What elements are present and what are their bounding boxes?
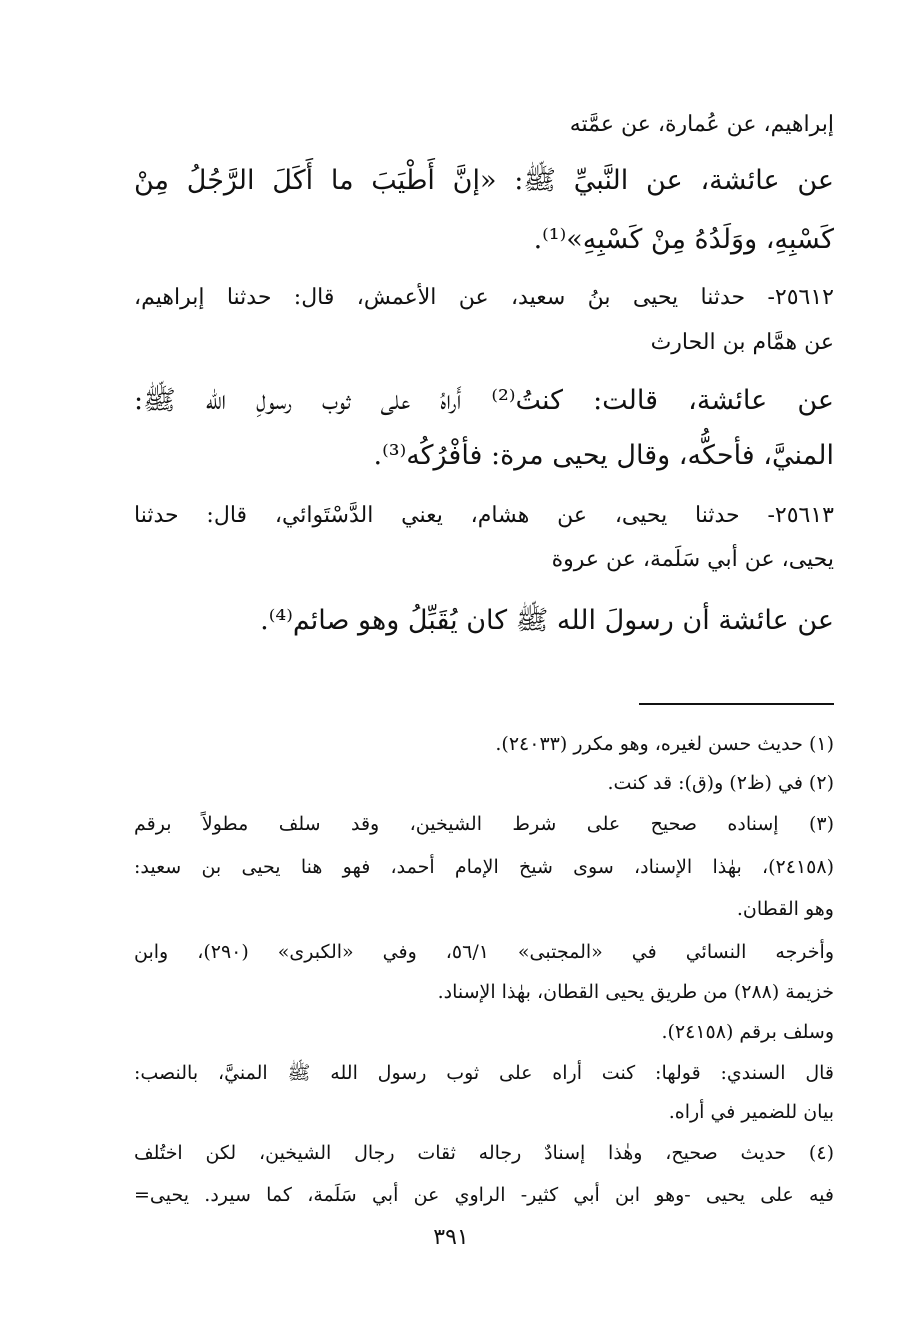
footnote-line: (٢٤١٥٨)، بهٰذا الإسناد، سوى شيخ الإمام أحمد، فهو هنا يحيى بن سعيد: [134, 856, 834, 878]
footnote-line: وأخرجه النسائي في «المجتبى» ٥٦/١، وفي «الكبرى» (٢٩٠)، وابن [134, 941, 834, 963]
text-line: يحيى، عن أبي سَلَمة، عن عروة [551, 547, 834, 572]
page-number: ٣٩١ [433, 1225, 469, 1250]
footnote-line: خزيمة (٢٨٨) من طريق يحيى القطان، بهٰذا الإسناد. [437, 981, 834, 1003]
hadith-number-line: ٢٥٦١٣- حدثنا يحيى، عن هشام، يعني الدَّسْتَوائي، قال: حدثنا [134, 503, 834, 528]
footnote-line: فيه على يحيى -وهو ابن أبي كثير- الراوي عن أبي سَلَمة، كما سيرد. يحيى= [134, 1184, 834, 1206]
text-line: إبراهيم، عن عُمارة، عن عمَّته [569, 112, 834, 137]
footnote-line: (١) حديث حسن لغيره، وهو مكرر (٢٤٠٣٣). [495, 733, 834, 755]
footnote-line: (٣) إسناده صحيح على شرط الشيخين، وقد سلف مطولاً برقم [134, 813, 834, 835]
text-line: المنيَّ، فأحكُّه، وقال يحيى مرة: فأفْرُكُه⁽³⁾. [373, 440, 834, 471]
footnote-line: وهو القطان. [736, 898, 834, 920]
text-line: كَسْبِهِ، ووَلَدُهُ مِنْ كَسْبِهِ»⁽¹⁾. [533, 224, 834, 255]
hadith-number-line: ٢٥٦١٢- حدثنا يحيى بنُ سعيد، عن الأعمش، قال: حدثنا إبراهيم، [134, 285, 834, 310]
text-line: عن عائشة أن رسولَ الله ﷺ كان يُقَبِّلُ وهو صائم⁽⁴⁾. [260, 605, 834, 636]
text-line: عن عائشة، قالت: كنتُ⁽²⁾ أَراهُ على ثوب رسولِ الله ﷺ: [134, 385, 835, 416]
footnote-line: (٤) حديث صحيح، وهٰذا إسنادٌ رجاله ثقات رجال الشيخين، لكن اختُلف [134, 1142, 834, 1164]
footnote-line: بيان للضمير في أراه. [668, 1101, 834, 1123]
footnote-line: وسلف برقم (٢٤١٥٨). [661, 1021, 834, 1043]
footnote-divider [639, 703, 834, 705]
footnote-line: قال السندي: قولها: كنت أراه على ثوب رسول الله ﷺ المنيَّ، بالنصب: [134, 1062, 834, 1084]
text-line: عن همَّام بن الحارث [650, 330, 834, 355]
footnote-line: (٢) في (ظ٢) و(ق): قد كنت. [607, 772, 834, 794]
text-line: عن عائشة، عن النَّبيِّ ﷺ: «إنَّ أَطْيَبَ ما أَكَلَ الرَّجُلُ مِنْ [134, 165, 834, 196]
